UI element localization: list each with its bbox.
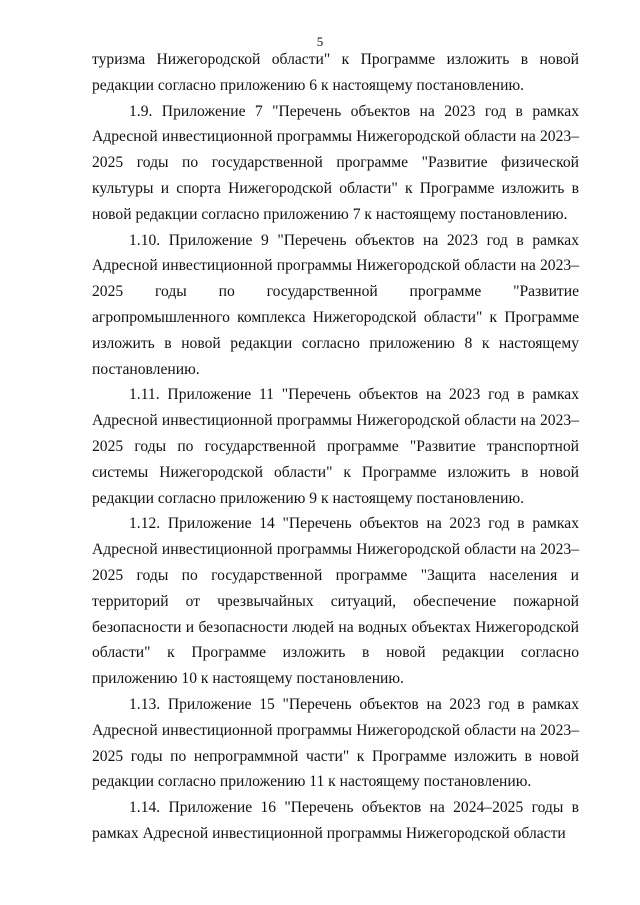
paragraph-1-10: 1.10. Приложение 9 "Перечень объектов на 2023 год в рамках Адресной инвестиционной программы Нижегородской области на 2023–2025 годы по государственной программе "Развитие агропромышленного комплекса Нижегородской области" к Программе изложить в новой редакции согласно приложению 8 к настоящему постановлению. (92, 231, 579, 378)
paragraph-1-14: 1.14. Приложение 16 "Перечень объектов на 2024–2025 годы в рамках Адресной инвестиционной программы Нижегородской области (92, 799, 579, 842)
paragraph-1-12: 1.12. Приложение 14 "Перечень объектов на 2023 год в рамках Адресной инвестиционной программы Нижегородской области на 2023–2025 годы по государственной программе "Защита населения и территорий от чрезвычайных ситуаций, обеспечение пожарной безопасности и безопасности людей на водных объектах Нижегородской области" к Программе изложить в новой редакции согласно приложению 10 к настоящему постановлению. (92, 515, 579, 688)
paragraph-1-13: 1.13. Приложение 15 "Перечень объектов на 2023 год в рамках Адресной инвестиционной программы Нижегородской области на 2023–2025 годы по непрограммной части" к Программе изложить в новой редакции согласно приложению 11 к настоящему постановлению. (92, 695, 579, 791)
paragraph-1-11: 1.11. Приложение 11 "Перечень объектов на 2023 год в рамках Адресной инвестиционной программы Нижегородской области на 2023–2025 годы по государственной программе "Развитие транспортной системы Нижегородской области" к Программе изложить в новой редакции согласно приложению 9 к настоящему постановлению. (92, 386, 579, 507)
paragraph-continuation: туризма Нижегородской области" к Программе изложить в новой редакции согласно приложению 6 к настоящему постановлению. (92, 51, 579, 94)
document-body (92, 47, 579, 847)
paragraph-1-9: 1.9. Приложение 7 "Перечень объектов на 2023 год в рамках Адресной инвестиционной программы Нижегородской области на 2023–2025 годы по государственной программе "Развитие физической культуры и спорта Нижегородской области" к Программе изложить в новой редакции согласно приложению 7 к настоящему постановлению. (92, 102, 579, 223)
page-number: 5 (316, 34, 324, 49)
